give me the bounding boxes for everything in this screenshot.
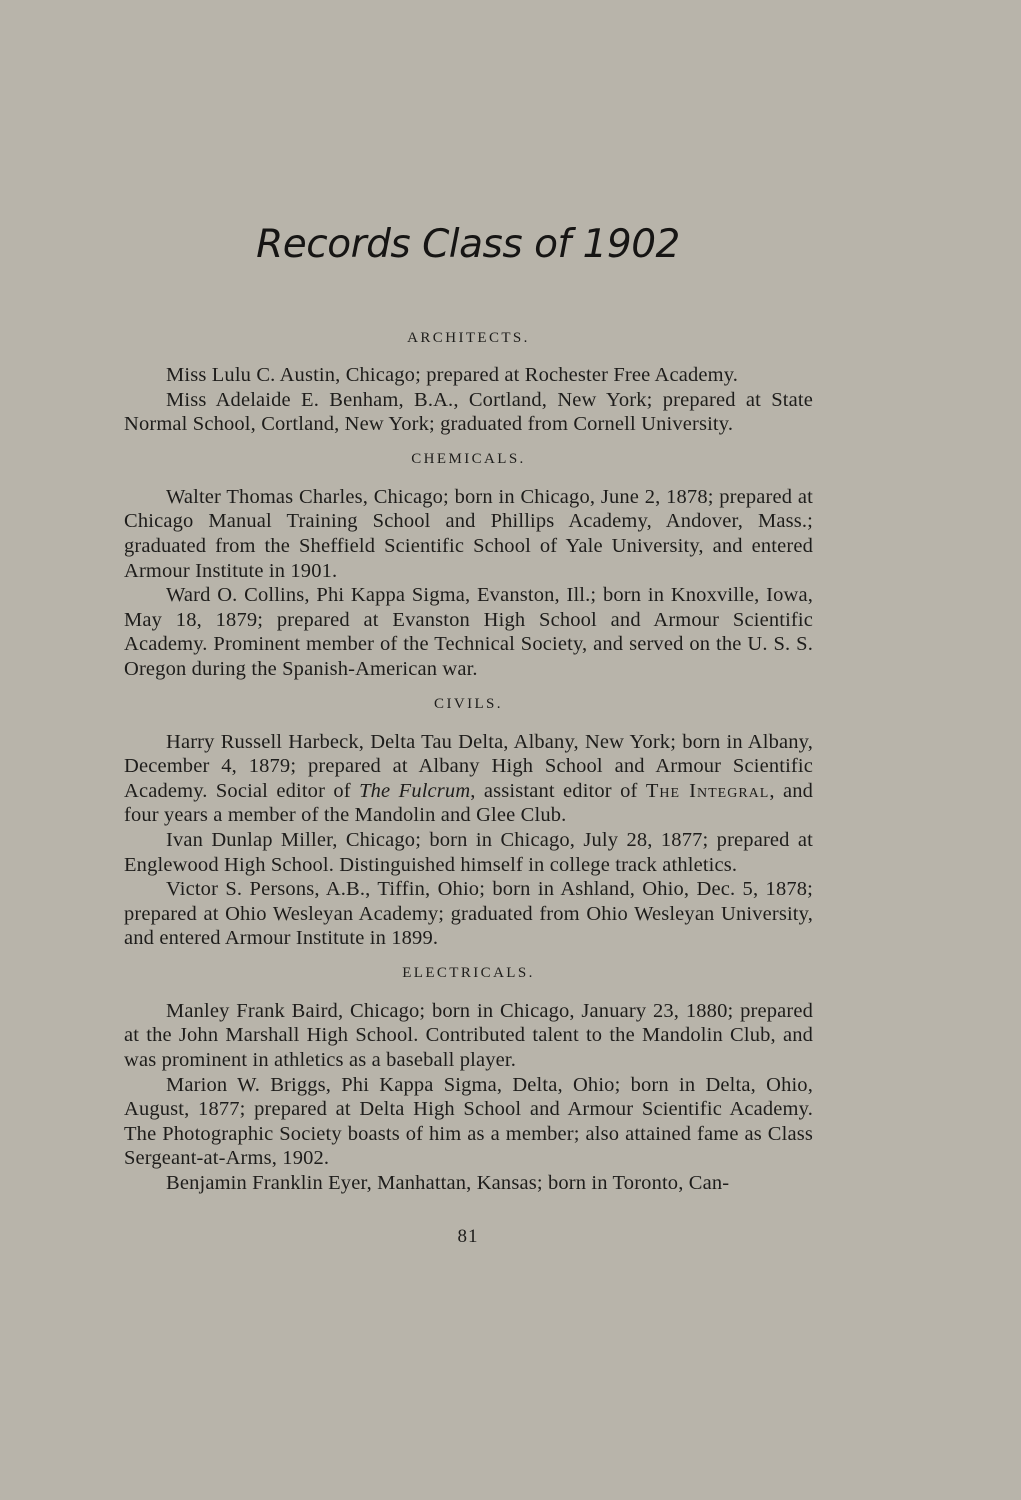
section-heading-architects: ARCHITECTS.: [407, 330, 530, 346]
record-entry: Walter Thomas Charles, Chicago; born in Chicago, June 2, 1878; prepared at Chicago Manual Training School and Phillips Academy, Andover, Mass.; graduated from the Sheffield Scientific School of Yale University, and entered Armour Institute in 1901.: [124, 485, 813, 582]
record-entry: [124, 730, 813, 828]
record-entry: Ivan Dunlap Miller, Chicago; born in Chicago, July 28, 1877; prepared at Englewood High School. Distinguished himself in college track athletics.: [124, 828, 813, 876]
record-entry: Ward O. Collins, Phi Kappa Sigma, Evanston, Ill.; born in Knoxville, Iowa, May 18, 1879; prepared at Evanston High School and Armour Scientific Academy. Prominent member of the Technical Society, and served on the U. S. S. Oregon during the Spanish-American war.: [124, 584, 813, 680]
records-body: [124, 328, 813, 1196]
record-entry: Miss Adelaide E. Benham, B.A., Cortland, New York; prepared at State Normal School, Cortland, New York; graduated from Cornell University.: [124, 388, 813, 436]
record-entry: Miss Lulu C. Austin, Chicago; prepared at Rochester Free Academy.: [166, 364, 739, 386]
page-title: Records Class of 1902: [256, 222, 680, 267]
section-heading-chemicals: CHEMICALS.: [411, 450, 526, 467]
entry-text: , and four years a member of the Mandolin and Glee Club.: [124, 779, 813, 827]
record-entry: Victor S. Persons, A.B., Tiffin, Ohio; born in Ashland, Ohio, Dec. 5, 1878; prepared at Ohio Wesleyan Academy; graduated from Ohio Wesleyan University, and entered Armour Institute in 1899.: [124, 878, 813, 950]
publication-title: The Fulcrum: [359, 779, 471, 802]
section-heading-civils: CIVILS.: [434, 695, 503, 712]
record-entry: Manley Frank Baird, Chicago; born in Chicago, January 23, 1880; prepared at the John Marshall High School. Contributed talent to the Mandolin Club, and was prominent in athletics as a baseball player.: [124, 999, 813, 1072]
section-heading-electricals: ELECTRICALS.: [402, 964, 535, 981]
entry-text: , assistant editor of: [470, 779, 646, 802]
record-entry: Benjamin Franklin Eyer, Manhattan, Kansas; born in Toronto, Can-: [166, 1172, 730, 1195]
record-entry: Marion W. Briggs, Phi Kappa Sigma, Delta, Ohio; born in Delta, Ohio, August, 1877; prepared at Delta High School and Armour Scientific Academy. The Photographic Society boasts of him as a member; also attained fame as Class Sergeant-at-Arms, 1902.: [124, 1073, 813, 1170]
yearbook-title: The Integral: [645, 779, 770, 802]
page-number: 81: [457, 1226, 479, 1247]
entry-text: Harry Russell Harbeck, Delta Tau Delta, Albany, New York; born in Albany, December 4, 1879; prepared at Albany High School and Armour Scientific Academy. Social editor of: [124, 730, 813, 802]
